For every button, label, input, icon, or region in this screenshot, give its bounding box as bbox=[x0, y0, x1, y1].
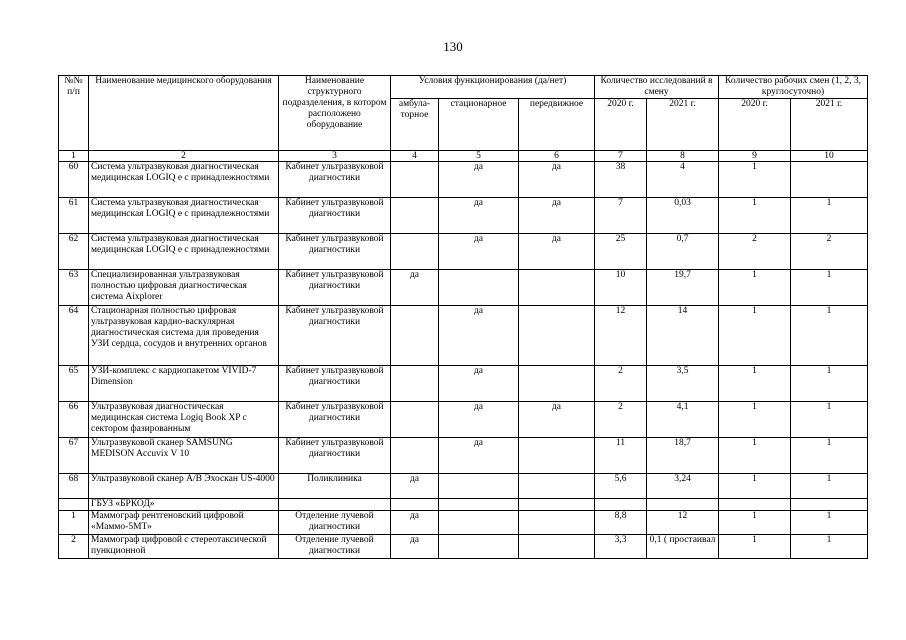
table-row bbox=[59, 306, 868, 366]
column-number: 10 bbox=[791, 151, 868, 162]
table-row bbox=[59, 270, 868, 306]
ambulatory-cell bbox=[391, 234, 439, 270]
count-2021-cell: 12 bbox=[647, 511, 719, 535]
column-number: 4 bbox=[391, 151, 439, 162]
column-number: 1 bbox=[59, 151, 89, 162]
ambulatory-cell bbox=[391, 366, 439, 402]
mobile-cell: да bbox=[519, 402, 595, 438]
count-2020-cell: 7 bbox=[595, 198, 647, 234]
table-row bbox=[59, 198, 868, 234]
department-name: Отделение лучевой диагностики bbox=[279, 511, 391, 535]
column-number: 8 bbox=[647, 151, 719, 162]
count-2020-cell bbox=[595, 499, 647, 511]
equipment-name: Маммограф цифровой с стереотаксической пункционной bbox=[89, 535, 279, 559]
mobile-cell bbox=[519, 499, 595, 511]
equipment-name: Ультразвуковой сканер SAMSUNG MEDISON Accuvix V 10 bbox=[89, 438, 279, 474]
row-number: 2 bbox=[59, 535, 89, 559]
header-count-2020: 2020 г. bbox=[595, 99, 647, 151]
row-number: 62 bbox=[59, 234, 89, 270]
header-ambul: амбула- торное bbox=[391, 99, 439, 151]
stationary-cell: да bbox=[439, 162, 519, 198]
shifts-2020-cell: 1 bbox=[719, 198, 791, 234]
shifts-2021-cell: 1 bbox=[791, 438, 868, 474]
count-2021-cell: 4 bbox=[647, 162, 719, 198]
row-number: 60 bbox=[59, 162, 89, 198]
equipment-name: Система ультразвуковая диагностическая медицинская LOGIQ е с принадлежностями bbox=[89, 162, 279, 198]
shifts-2021-cell: 1 bbox=[791, 366, 868, 402]
row-number bbox=[59, 499, 89, 511]
column-number: 6 bbox=[519, 151, 595, 162]
shifts-2020-cell: 1 bbox=[719, 474, 791, 499]
ambulatory-cell bbox=[391, 499, 439, 511]
department-name: Кабинет ультразвуковой диагностики bbox=[279, 198, 391, 234]
header-shifts-2021: 2021 г. bbox=[791, 99, 868, 151]
ambulatory-cell: да bbox=[391, 270, 439, 306]
shifts-2020-cell: 1 bbox=[719, 535, 791, 559]
department-name: Кабинет ультразвуковой диагностики bbox=[279, 306, 391, 366]
header-mobile: передвижное bbox=[519, 99, 595, 151]
count-2021-cell: 14 bbox=[647, 306, 719, 366]
stationary-cell: да bbox=[439, 402, 519, 438]
shifts-2021-cell: 1 bbox=[791, 402, 868, 438]
row-number: 65 bbox=[59, 366, 89, 402]
shifts-2020-cell bbox=[719, 499, 791, 511]
equipment-name: Система ультразвуковая диагностическая медицинская LOGIQ е с принадлежностями bbox=[89, 234, 279, 270]
table-row bbox=[59, 234, 868, 270]
shifts-2021-cell bbox=[791, 162, 868, 198]
equipment-name: Стационарная полностью цифровая ультразвуковая кардио-васкулярная диагностическая система для проведения УЗИ сердца, сосудов и внутренних органов bbox=[89, 306, 279, 366]
equipment-name: Специализированная ультразвуковая полностью цифровая диагностическая система Aixplorer bbox=[89, 270, 279, 306]
row-number: 68 bbox=[59, 474, 89, 499]
count-2020-cell: 8,8 bbox=[595, 511, 647, 535]
shifts-2020-cell: 1 bbox=[719, 306, 791, 366]
equipment-name: Маммограф рентгеновский цифровой «Маммо-5МТ» bbox=[89, 511, 279, 535]
table-row bbox=[59, 511, 868, 535]
shifts-2020-cell: 1 bbox=[719, 511, 791, 535]
shifts-2020-cell: 1 bbox=[719, 162, 791, 198]
equipment-name: Ультразвуковой сканер А/В Эхоскан US-4000 bbox=[89, 474, 279, 499]
stationary-cell bbox=[439, 270, 519, 306]
shifts-2021-cell: 1 bbox=[791, 511, 868, 535]
column-number: 2 bbox=[89, 151, 279, 162]
table-header bbox=[59, 76, 868, 162]
header-shifts-2020: 2020 г. bbox=[719, 99, 791, 151]
count-2021-cell: 0,03 bbox=[647, 198, 719, 234]
row-number: 64 bbox=[59, 306, 89, 366]
column-number: 7 bbox=[595, 151, 647, 162]
equipment-table bbox=[58, 75, 868, 559]
ambulatory-cell bbox=[391, 198, 439, 234]
stationary-cell bbox=[439, 474, 519, 499]
stationary-cell: да bbox=[439, 234, 519, 270]
column-number: 3 bbox=[279, 151, 391, 162]
department-name: Кабинет ультразвуковой диагностики bbox=[279, 234, 391, 270]
header-unit: Наименование структурного подразделения, в котором расположено оборудование bbox=[279, 76, 391, 151]
column-number: 9 bbox=[719, 151, 791, 162]
row-number: 63 bbox=[59, 270, 89, 306]
equipment-name: ГБУЗ «БРКОД» bbox=[89, 499, 279, 511]
count-2020-cell: 2 bbox=[595, 402, 647, 438]
shifts-2021-cell: 1 bbox=[791, 535, 868, 559]
department-name: Поликлиника bbox=[279, 474, 391, 499]
stationary-cell bbox=[439, 499, 519, 511]
count-2020-cell: 10 bbox=[595, 270, 647, 306]
ambulatory-cell: да bbox=[391, 474, 439, 499]
ambulatory-cell bbox=[391, 402, 439, 438]
row-number: 66 bbox=[59, 402, 89, 438]
department-name: Отделение лучевой диагностики bbox=[279, 535, 391, 559]
table-row bbox=[59, 499, 868, 511]
table-body bbox=[59, 162, 868, 559]
department-name bbox=[279, 499, 391, 511]
mobile-cell bbox=[519, 535, 595, 559]
mobile-cell bbox=[519, 511, 595, 535]
stationary-cell: да bbox=[439, 306, 519, 366]
count-2021-cell: 4,1 bbox=[647, 402, 719, 438]
count-2020-cell: 5,6 bbox=[595, 474, 647, 499]
header-conditions: Условия функционирования (да/нет) bbox=[391, 76, 595, 99]
header-shifts: Количество рабочих смен (1, 2, 3, круглосуточно) bbox=[719, 76, 868, 99]
stationary-cell bbox=[439, 511, 519, 535]
mobile-cell bbox=[519, 474, 595, 499]
shifts-2021-cell: 1 bbox=[791, 270, 868, 306]
count-2021-cell: 3,24 bbox=[647, 474, 719, 499]
stationary-cell bbox=[439, 535, 519, 559]
stationary-cell: да bbox=[439, 198, 519, 234]
department-name: Кабинет ультразвуковой диагностики bbox=[279, 270, 391, 306]
header-count: Количество исследований в смену bbox=[595, 76, 719, 99]
row-number: 61 bbox=[59, 198, 89, 234]
shifts-2020-cell: 1 bbox=[719, 366, 791, 402]
ambulatory-cell: да bbox=[391, 511, 439, 535]
count-2021-cell: 18,7 bbox=[647, 438, 719, 474]
ambulatory-cell bbox=[391, 162, 439, 198]
count-2020-cell: 11 bbox=[595, 438, 647, 474]
shifts-2020-cell: 1 bbox=[719, 438, 791, 474]
mobile-cell bbox=[519, 366, 595, 402]
shifts-2021-cell: 1 bbox=[791, 306, 868, 366]
header-count-2021: 2021 г. bbox=[647, 99, 719, 151]
shifts-2020-cell: 1 bbox=[719, 402, 791, 438]
mobile-cell: да bbox=[519, 234, 595, 270]
count-2021-cell: 3,5 bbox=[647, 366, 719, 402]
count-2020-cell: 3,3 bbox=[595, 535, 647, 559]
header-station: стационарное bbox=[439, 99, 519, 151]
shifts-2021-cell: 2 bbox=[791, 234, 868, 270]
column-number: 5 bbox=[439, 151, 519, 162]
ambulatory-cell bbox=[391, 306, 439, 366]
shifts-2021-cell bbox=[791, 499, 868, 511]
header-equipment: Наименование медицинского оборудования bbox=[89, 76, 279, 151]
count-2020-cell: 25 bbox=[595, 234, 647, 270]
mobile-cell: да bbox=[519, 198, 595, 234]
table-row bbox=[59, 438, 868, 474]
shifts-2021-cell: 1 bbox=[791, 198, 868, 234]
stationary-cell: да bbox=[439, 438, 519, 474]
mobile-cell bbox=[519, 270, 595, 306]
department-name: Кабинет ультразвуковой диагностики bbox=[279, 366, 391, 402]
shifts-2020-cell: 1 bbox=[719, 270, 791, 306]
count-2020-cell: 38 bbox=[595, 162, 647, 198]
equipment-name: Ультразвуковая диагностическая медицинская система Logiq Book XP с сектором фазированным bbox=[89, 402, 279, 438]
header-num: №№ п/п bbox=[59, 76, 89, 151]
department-name: Кабинет ультразвуковой диагностики bbox=[279, 402, 391, 438]
shifts-2021-cell: 1 bbox=[791, 474, 868, 499]
page-number: 130 bbox=[443, 39, 463, 54]
mobile-cell: да bbox=[519, 162, 595, 198]
table-row bbox=[59, 535, 868, 559]
count-2021-cell: 0,1 ( простаивал bbox=[647, 535, 719, 559]
count-2021-cell: 0,7 bbox=[647, 234, 719, 270]
department-name: Кабинет ультразвуковой диагностики bbox=[279, 162, 391, 198]
table-row bbox=[59, 474, 868, 499]
row-number: 1 bbox=[59, 511, 89, 535]
ambulatory-cell bbox=[391, 438, 439, 474]
equipment-name: Система ультразвуковая диагностическая медицинская LOGIQ е с принадлежностями bbox=[89, 198, 279, 234]
table-row bbox=[59, 366, 868, 402]
count-2020-cell: 2 bbox=[595, 366, 647, 402]
stationary-cell: да bbox=[439, 366, 519, 402]
count-2021-cell bbox=[647, 499, 719, 511]
department-name: Кабинет ультразвуковой диагностики bbox=[279, 438, 391, 474]
equipment-name: УЗИ-комплекс с кардиопакетом VIVID-7 Dimension bbox=[89, 366, 279, 402]
shifts-2020-cell: 2 bbox=[719, 234, 791, 270]
row-number: 67 bbox=[59, 438, 89, 474]
count-2021-cell: 19,7 bbox=[647, 270, 719, 306]
table-row bbox=[59, 402, 868, 438]
table-row bbox=[59, 162, 868, 198]
column-numbers-row bbox=[59, 151, 868, 162]
ambulatory-cell: да bbox=[391, 535, 439, 559]
mobile-cell bbox=[519, 438, 595, 474]
mobile-cell bbox=[519, 306, 595, 366]
count-2020-cell: 12 bbox=[595, 306, 647, 366]
